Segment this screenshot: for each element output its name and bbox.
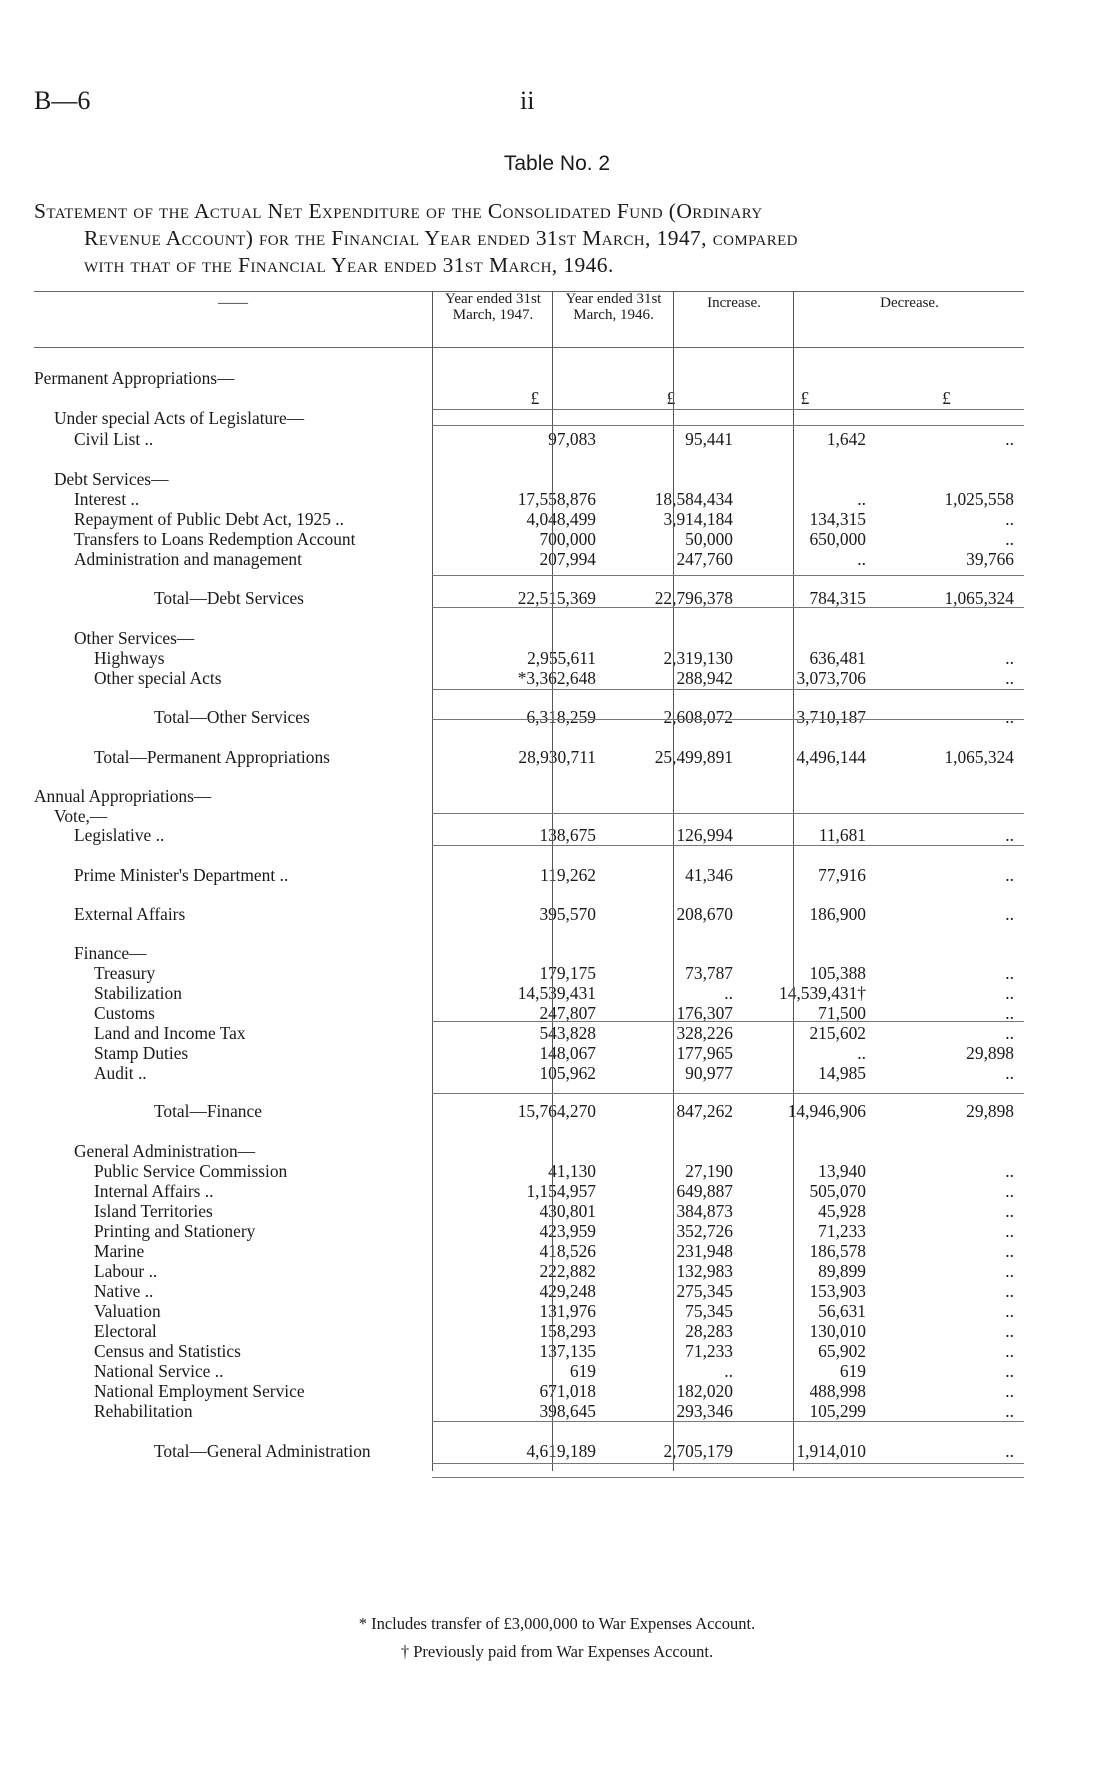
row-label: Highways: [94, 648, 165, 668]
cell-value: ..: [1005, 1441, 1014, 1461]
column-header-increase: Increase.: [707, 295, 761, 311]
cell-value: 182,020: [676, 1381, 733, 1401]
cell-value: ..: [1005, 983, 1014, 1003]
cell-value: 543,828: [539, 1023, 596, 1043]
row-label: Internal Affairs ..: [94, 1181, 214, 1201]
cell-value: 56,631: [818, 1301, 866, 1321]
total-rule: [432, 1421, 1024, 1422]
row-label: Island Territories: [94, 1201, 213, 1221]
cell-value: 2,705,179: [663, 1441, 733, 1461]
cell-value: 293,346: [676, 1401, 733, 1421]
total-row: [34, 1441, 1024, 1463]
row-label: Printing and Stationery: [94, 1221, 256, 1241]
total-rule: [432, 719, 1024, 720]
cell-value: ..: [1005, 1181, 1014, 1201]
cell-value: ..: [1005, 1221, 1014, 1241]
cell-value: 177,965: [676, 1043, 733, 1063]
cell-value: 215,602: [809, 1023, 866, 1043]
table-row: [34, 1381, 1024, 1403]
table-row: [34, 1141, 1024, 1163]
table-row: [34, 648, 1024, 670]
table-row: [34, 1023, 1024, 1045]
column-header-1947: Year ended 31st March, 1947.: [445, 291, 541, 323]
cell-value: 2,319,130: [663, 648, 733, 668]
table-row: [34, 865, 1024, 887]
table-row: [34, 786, 1024, 808]
table-row: [34, 1401, 1024, 1423]
table-row: [34, 529, 1024, 551]
table-row: [34, 1261, 1024, 1283]
cell-value: 700,000: [539, 529, 596, 549]
cell-value: *3,362,648: [517, 668, 596, 688]
cell-value: 398,645: [539, 1401, 596, 1421]
cell-value: 1,642: [826, 429, 866, 449]
cell-value: 4,619,189: [526, 1441, 596, 1461]
table-row: [34, 1341, 1024, 1363]
row-label: Treasury: [94, 963, 156, 983]
cell-value: 14,985: [818, 1063, 866, 1083]
row-label: Labour ..: [94, 1261, 158, 1281]
row-label: Marine: [94, 1241, 145, 1261]
cell-value: 97,083: [548, 429, 596, 449]
cell-value: ..: [1005, 429, 1014, 449]
cell-value: 18,584,434: [654, 489, 733, 509]
cell-value: ..: [1005, 1381, 1014, 1401]
row-label: Native ..: [94, 1281, 154, 1301]
cell-value: 247,807: [539, 1003, 596, 1023]
table-row: [34, 469, 1024, 491]
header-divider: [793, 291, 794, 347]
cell-value: 28,930,711: [518, 747, 596, 767]
cell-value: 29,898: [966, 1043, 1014, 1063]
row-label: Total—Other Services: [154, 707, 310, 727]
row-label: Under special Acts of Legislature—: [54, 408, 305, 428]
table-row: [34, 1201, 1024, 1223]
cell-value: 650,000: [809, 529, 866, 549]
statement-heading: [34, 198, 1024, 279]
cell-value: 17,558,876: [517, 489, 596, 509]
row-label: Electoral: [94, 1321, 157, 1341]
row-label: Valuation: [94, 1301, 161, 1321]
cell-value: 71,233: [685, 1341, 733, 1361]
cell-value: ..: [724, 983, 733, 1003]
cell-value: 153,903: [809, 1281, 866, 1301]
cell-value: 207,994: [539, 549, 596, 569]
cell-value: 14,539,431†: [779, 983, 866, 1003]
cell-value: 65,902: [818, 1341, 866, 1361]
header-divider: [432, 291, 433, 347]
cell-value: ..: [1005, 1341, 1014, 1361]
row-label: Other Services—: [74, 628, 195, 648]
currency-symbol: £: [800, 388, 810, 408]
cell-value: 1,914,010: [796, 1441, 866, 1461]
cell-value: ..: [1005, 529, 1014, 549]
total-rule: [432, 575, 1024, 576]
cell-value: 14,539,431: [517, 983, 596, 1003]
cell-value: 11,681: [818, 825, 866, 845]
cell-value: 429,248: [539, 1281, 596, 1301]
currency-symbol: £: [666, 388, 676, 408]
cell-value: ..: [1005, 1401, 1014, 1421]
row-label: Legislative ..: [74, 825, 165, 845]
cell-value: 126,994: [676, 825, 733, 845]
total-rule: [432, 845, 1024, 846]
row-label: Land and Income Tax: [94, 1023, 246, 1043]
cell-value: 784,315: [809, 588, 866, 608]
row-label: Permanent Appropriations—: [34, 368, 235, 388]
cell-value: ..: [1005, 1023, 1014, 1043]
footnote-dagger: † Previously paid from War Expenses Account.: [400, 1642, 714, 1661]
cell-value: 90,977: [685, 1063, 733, 1083]
cell-value: 71,500: [818, 1003, 866, 1023]
heading-line-3: with that of the Financial Year ended 31st March, 1946.: [84, 253, 614, 277]
row-label: Vote,—: [54, 806, 108, 826]
cell-value: 1,065,324: [944, 588, 1014, 608]
cell-value: ..: [1005, 1301, 1014, 1321]
cell-value: 352,726: [676, 1221, 733, 1241]
row-label: Civil List ..: [74, 429, 154, 449]
header-bottom-rule: [34, 347, 1024, 348]
cell-value: ..: [1005, 1361, 1014, 1381]
table-row: [34, 1301, 1024, 1323]
row-label: National Employment Service: [94, 1381, 305, 1401]
cell-value: 847,262: [676, 1101, 733, 1121]
table-row: [34, 1221, 1024, 1243]
cell-value: 3,710,187: [796, 707, 866, 727]
total-row: [34, 747, 1024, 769]
cell-value: ..: [1005, 904, 1014, 924]
column-rule: [673, 347, 674, 1471]
cell-value: 423,959: [539, 1221, 596, 1241]
currency-symbol: £: [530, 388, 540, 408]
table-row: [34, 628, 1024, 650]
table-row: [34, 549, 1024, 571]
footnote-asterisk: * Includes transfer of £3,000,000 to War Expenses Account.: [358, 1614, 756, 1633]
total-rule: [432, 1477, 1024, 1478]
row-label: Finance—: [74, 943, 147, 963]
table-row: [34, 1043, 1024, 1065]
cell-value: 137,135: [539, 1341, 596, 1361]
cell-value: 25,499,891: [654, 747, 733, 767]
cell-value: 75,345: [685, 1301, 733, 1321]
total-row: [34, 707, 1024, 729]
row-label: Administration and management: [74, 549, 302, 569]
row-label: Audit ..: [94, 1063, 147, 1083]
cell-value: 158,293: [539, 1321, 596, 1341]
row-label: Prime Minister's Department ..: [74, 865, 289, 885]
cell-value: 179,175: [539, 963, 596, 983]
cell-value: ..: [1005, 1201, 1014, 1221]
column-rule: [793, 347, 794, 1471]
column-header-description: ——: [218, 295, 248, 311]
cell-value: 22,515,369: [517, 588, 596, 608]
cell-value: 186,578: [809, 1241, 866, 1261]
cell-value: 384,873: [676, 1201, 733, 1221]
total-rule: [432, 425, 1024, 426]
page-number: ii: [520, 86, 535, 115]
row-label: Stamp Duties: [94, 1043, 189, 1063]
table-row: [34, 1241, 1024, 1263]
cell-value: 6,318,259: [526, 707, 596, 727]
cell-value: 138,675: [539, 825, 596, 845]
cell-value: ..: [1005, 707, 1014, 727]
cell-value: 671,018: [539, 1381, 596, 1401]
row-label: Interest ..: [74, 489, 140, 509]
page-reference: B—6: [34, 86, 91, 115]
cell-value: 619: [839, 1361, 866, 1381]
total-rule: [432, 409, 1024, 410]
cell-value: 134,315: [809, 509, 866, 529]
table-row: [34, 1063, 1024, 1085]
cell-value: 39,766: [966, 549, 1014, 569]
cell-value: 119,262: [540, 865, 596, 885]
cell-value: ..: [1005, 509, 1014, 529]
cell-value: 176,307: [676, 1003, 733, 1023]
cell-value: 89,899: [818, 1261, 866, 1281]
cell-value: 105,299: [809, 1401, 866, 1421]
total-rule: [432, 1021, 1024, 1022]
cell-value: 77,916: [818, 865, 866, 885]
cell-value: 328,226: [676, 1023, 733, 1043]
row-label: Stabilization: [94, 983, 182, 1003]
cell-value: 636,481: [809, 648, 866, 668]
row-label: Transfers to Loans Redemption Account: [74, 529, 356, 549]
row-label: Customs: [94, 1003, 155, 1023]
row-label: Total—Finance: [154, 1101, 262, 1121]
table-title: Table No. 2: [503, 152, 611, 175]
cell-value: ..: [857, 489, 866, 509]
table-row: [34, 408, 1024, 430]
row-label: Annual Appropriations—: [34, 786, 212, 806]
row-label: Total—Permanent Appropriations: [94, 747, 330, 767]
cell-value: 2,955,611: [527, 648, 596, 668]
total-rule: [432, 1463, 1024, 1464]
table-row: [34, 1361, 1024, 1383]
cell-value: 247,760: [676, 549, 733, 569]
table-row: [34, 825, 1024, 847]
total-row: [34, 1101, 1024, 1123]
footnotes: [0, 1610, 1114, 1666]
cell-value: ..: [1005, 648, 1014, 668]
cell-value: 130,010: [809, 1321, 866, 1341]
total-rule: [432, 1093, 1024, 1094]
cell-value: ..: [724, 1361, 733, 1381]
row-label: Census and Statistics: [94, 1341, 241, 1361]
cell-value: 13,940: [818, 1161, 866, 1181]
row-label: Total—General Administration: [154, 1441, 371, 1461]
table-row: [34, 509, 1024, 531]
table-row: [34, 1161, 1024, 1183]
cell-value: 395,570: [539, 904, 596, 924]
cell-value: 105,388: [809, 963, 866, 983]
cell-value: ..: [1005, 668, 1014, 688]
row-label: Repayment of Public Debt Act, 1925 ..: [74, 509, 344, 529]
cell-value: 649,887: [676, 1181, 733, 1201]
cell-value: ..: [1005, 1321, 1014, 1341]
table-row: [34, 388, 1024, 410]
cell-value: 45,928: [818, 1201, 866, 1221]
cell-value: ..: [857, 549, 866, 569]
cell-value: ..: [1005, 1161, 1014, 1181]
row-label: Total—Debt Services: [154, 588, 304, 608]
cell-value: ..: [1005, 1063, 1014, 1083]
cell-value: 15,764,270: [517, 1101, 596, 1121]
table-row: [34, 668, 1024, 690]
cell-value: 3,914,184: [663, 509, 733, 529]
cell-value: 95,441: [685, 429, 733, 449]
column-rule: [552, 347, 553, 1471]
column-header-1946: Year ended 31st March, 1946.: [565, 291, 662, 323]
cell-value: 28,283: [685, 1321, 733, 1341]
header-divider: [552, 291, 553, 347]
row-label: Rehabilitation: [94, 1401, 193, 1421]
table-row: [34, 1321, 1024, 1343]
currency-symbol: £: [942, 388, 951, 408]
table-row: [34, 1281, 1024, 1303]
cell-value: ..: [1005, 1281, 1014, 1301]
cell-value: ..: [1005, 1241, 1014, 1261]
column-rule: [432, 347, 433, 1471]
cell-value: 288,942: [676, 668, 733, 688]
cell-value: 131,976: [539, 1301, 596, 1321]
row-label: General Administration—: [74, 1141, 256, 1161]
cell-value: 208,670: [676, 904, 733, 924]
table-row: [34, 904, 1024, 926]
cell-value: ..: [1005, 865, 1014, 885]
total-rule: [432, 813, 1024, 814]
cell-value: 505,070: [809, 1181, 866, 1201]
row-label: External Affairs: [74, 904, 186, 924]
cell-value: 22,796,378: [654, 588, 733, 608]
cell-value: 29,898: [966, 1101, 1014, 1121]
heading-line-1: Statement of the Actual Net Expenditure of the Consolidated Fund (Ordinary: [34, 199, 763, 223]
cell-value: 1,065,324: [944, 747, 1014, 767]
table-row: [34, 1181, 1024, 1203]
row-label: Public Service Commission: [94, 1161, 288, 1181]
cell-value: ..: [1005, 1261, 1014, 1281]
table-row: [34, 943, 1024, 965]
row-label: National Service ..: [94, 1361, 224, 1381]
table-row: [34, 429, 1024, 451]
row-label: Debt Services—: [54, 469, 169, 489]
cell-value: 71,233: [818, 1221, 866, 1241]
header-divider: [673, 291, 674, 347]
cell-value: 4,048,499: [526, 509, 596, 529]
cell-value: 275,345: [676, 1281, 733, 1301]
cell-value: 27,190: [685, 1161, 733, 1181]
cell-value: ..: [1005, 963, 1014, 983]
table-row: [34, 368, 1024, 390]
heading-line-2: Revenue Account) for the Financial Year ended 31st March, 1947, compared: [84, 226, 798, 250]
cell-value: 41,130: [548, 1161, 596, 1181]
cell-value: 488,998: [809, 1381, 866, 1401]
cell-value: ..: [857, 1043, 866, 1063]
cell-value: 41,346: [685, 865, 733, 885]
cell-value: 132,983: [676, 1261, 733, 1281]
cell-value: 3,073,706: [796, 668, 866, 688]
total-rule: [432, 607, 1024, 608]
total-rule: [432, 689, 1024, 690]
cell-value: 222,882: [539, 1261, 596, 1281]
cell-value: 619: [569, 1361, 596, 1381]
cell-value: 2,608,072: [663, 707, 733, 727]
row-label: Other special Acts: [94, 668, 222, 688]
cell-value: 4,496,144: [796, 747, 866, 767]
cell-value: 14,946,906: [787, 1101, 866, 1121]
cell-value: 231,948: [676, 1241, 733, 1261]
cell-value: 50,000: [685, 529, 733, 549]
table-row: [34, 489, 1024, 511]
cell-value: ..: [1005, 1003, 1014, 1023]
cell-value: 430,801: [539, 1201, 596, 1221]
cell-value: 73,787: [685, 963, 733, 983]
cell-value: 418,526: [539, 1241, 596, 1261]
cell-value: 1,025,558: [944, 489, 1014, 509]
cell-value: 1,154,957: [526, 1181, 596, 1201]
column-header-decrease: Decrease.: [880, 295, 939, 311]
cell-value: 148,067: [539, 1043, 596, 1063]
cell-value: 186,900: [809, 904, 866, 924]
table-row: [34, 963, 1024, 985]
cell-value: ..: [1005, 825, 1014, 845]
table-row: [34, 983, 1024, 1005]
cell-value: 105,962: [539, 1063, 596, 1083]
